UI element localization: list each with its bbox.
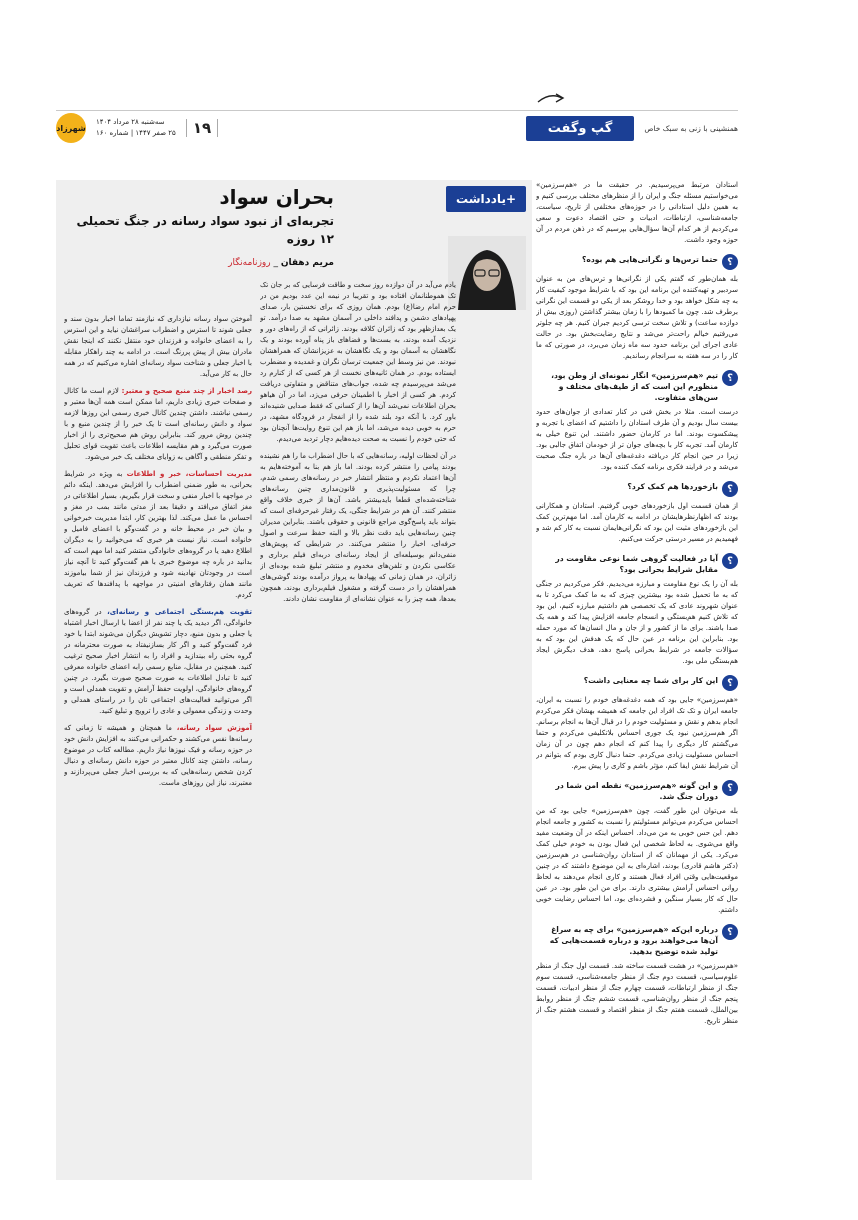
question-block xyxy=(536,254,738,270)
question-heading: آیا در فعالیت گروهی شما نوعی مقاومت در مقابل شرایط بحرانی بود؟ xyxy=(555,554,718,574)
date-line-1: سه‌شنبه ۲۸ مرداد ۱۴۰۴ xyxy=(96,118,165,126)
subhead-highlight: آموزش سواد رسانه، xyxy=(176,724,252,732)
question-mark-icon: ؟ xyxy=(722,254,738,270)
question-heading: تیم «هم‌سرزمین» انگار نمونه‌ای از وطن بود، منظورم این است که از طیف‌های مختلف و سن‌های متفاوت. xyxy=(551,371,718,402)
question-mark-icon: ؟ xyxy=(722,370,738,386)
question-block xyxy=(536,553,738,575)
answer-text: «هم‌سرزمین» جایی بود که همه دغدغه‌های خودم را نسبت به ایران، جامعه ایران و تک تک افراد این جامعه که همیشه بهشان فکر می‌کردم انجام بدهم و نقش و مسئولیت خودم را در قبال آن‌ها به انجام برسانم. اگر هم‌سرزمین نبود یک جوری احساس بلاتکلیفی می‌کردم و حتما می‌گشتم کار دیگری را پیدا کنم که انجام دهم چون در آن زمان احساس مسئولیت زیادی می‌کردم. حتما دنبال کاری بودم که بتوانم در آن شرایط نقش ایفا کنم، مؤثر باشم و کاری را پیش ببرم. xyxy=(536,696,738,770)
paragraph-text: ما همچنان و همیشه تا زمانی که رسانه‌ها نفس می‌کشند و حکمرانی می‌کنند به افزایش دانش خود در حوزه رسانه و فیک نیوزها نیاز داریم. مطالعه کتاب در موضوع رسانه، داشتن چند کانال معتبر در حوزه دانش رسانه‌ای و دنبال کردن شخص رسانه‌هایی که به بررسی اخبار جعلی می‌پردازند و معتبرند، نیاز این روزهای ماست. xyxy=(64,724,252,787)
question-block xyxy=(536,780,738,802)
subhead-highlight: رصد اخبار از چند منبع صحیح و معتبر: xyxy=(121,387,252,395)
question-mark-icon: ؟ xyxy=(722,780,738,796)
opinion-paragraph: در آن لحظات اولیه، رسانه‌هایی که با حال اضطراب ما را هم نشینده بودند پیامی را منتشر کرده بودند. اما باز هم بنا به آموخته‌هایم به آن‌ها اعتماد نکردم و منتظر انتشار خبر در رسانه‌های رسمی شدم، چرا که مسئولیت‌پذیری و قانون‌مداری چنین رسانه‌های شناخته‌شده‌ای قطعا بایدبیشتر باشد. آن‌ها از خبری خلاف واقع منتشر کنند. آن هم در شرایط جنگی، یک رفتار غیرحرفه‌ای است که بتواند باید پاسخ‌گوی مراجع قانونی و حقوقی باشند. بنابراین مدیران چنین رسانه‌هایی باید دقت نظر بالا و البته حفظ سرعت و اصول حرفه‌ای، اخبار را منتشر می‌کنند. در شرایطی که پویش‌های منفی‌دانم بوسیلعه‌ای از ایجاد رسانه‌ای دربه‌ای فیلم برداری و عکاسی نکردن و تلفن‌های مخدوم و منتشر تبلیغ شده بوده‌ای از زائران، در همان زمانی که پهپادها به پرواز درآمده بودند گوشی‌های همراهشان را در دست گرفته و مشغول فیلم‌برداری بودند، همچون بعدها، همه چیز را به عنوان نشانه‌ای از مقاومت نشان دادند. xyxy=(260,452,456,603)
paragraph-text: آموختن سواد رسانه نیازداری که نیازمند تماما اخبار بدون سند و جعلی شوند تا استرس و اضطراب سراغشان نیاید و این استرس را به اعضای خانواده و فرزندان خود منتقل نکنند که اینجا نقش مادران بیش از پیش پررنگ است. در ادامه به چند راهکار مقابله با اخبار جعلی و شناخت سواد رسانه‌ای اشاره می‌کنیم که در همه حال به کار می‌آید. xyxy=(64,315,252,378)
author-byline xyxy=(62,258,334,268)
question-mark-icon: ؟ xyxy=(722,481,738,497)
magazine-logo xyxy=(56,113,86,143)
answer-text: «هم‌سرزمین» در هشت قسمت ساخته شد. قسمت اول جنگ از منظر علوم‌سیاسی، قسمت دوم جنگ از منظر جامعه‌شناسی، قسمت سوم جنگ از منظر ارتباطات، قسمت چهارم جنگ از منظر ادبیات، قسمت پنجم جنگ از منظر روان‌شناسی، قسمت ششم جنگ از منظر روابط بین‌الملل، قسمت هفتم جنگ از منظر اقتصاد و قسمت هشتم جنگ از منظر تاریخ. xyxy=(536,962,738,1025)
opinion-headline xyxy=(62,184,334,268)
answer-text: بله آن را یک نوع مقاومت و مبارزه می‌دیدیم. فکر می‌کردیم در جنگی که به ما تحمیل شده بود بیشترین چیزی که به ما کمک می‌کرد تا به عنوان شهروند عادی که یک تخصصی هم داشتیم مبارزه کنیم، این بود که تلاش کنیم هم‌بستگی و انسجام جامعه افزایش پیدا کند و همه یک صدا باشند. برای ما از کشور و از جان و مال انسان‌ها که مورد حمله بود. بنابراین این برنامه در عین حال که یک هدفش این بود که به سؤالات جامعه در شرایط بحرانی پاسخ دهد، هدف دیگرش ایجاد هم‌بستگی ملی بود. xyxy=(536,580,738,665)
answer-text: بله می‌توان این طور گفت، چون «هم‌سرزمین» جایی بود که من احساس می‌کردم می‌توانم مسئولیتم را نسبت به کشور و جامعه انجام دهم. این حس خوبی به من می‌داد. احساس اینکه در آن وضعیت مفید واقع می‌شوی. به لحاظ شخصی این فعال بودن به خودم خیلی کمک می‌کرد. یکی از مهمانان که از استادان روان‌شناسی در هم‌سرزمین (دکتر هاشم قادری) بودند، اشاره‌ای به این موضوع داشتند که در چنین موقعیت‌هایی وقتی افراد فعال هستند و کاری انجام می‌دهند به لحاظ روانی احساس آرامش بیشتری دارند. برای من این طور بود. در عین حال که کار بسیار سنگین و فشرده‌ای بود، اما احساس رضایت خوبی داشتم. xyxy=(536,807,738,914)
question-mark-icon: ؟ xyxy=(722,924,738,940)
opinion-paragraph xyxy=(64,607,252,717)
question-heading: و این گونه «هم‌سرزمین» نقطه امن شما در دوران جنگ شد. xyxy=(555,781,718,801)
opinion-paragraph xyxy=(64,469,252,601)
logo-text: شهرزاد xyxy=(56,123,86,133)
page-header xyxy=(56,102,738,148)
question-mark-icon: ؟ xyxy=(722,553,738,569)
opinion-box xyxy=(56,180,532,1180)
date-line-2: ۲۵ صفر ۱۴۴۷ | شماره ۱۶۰ xyxy=(96,129,176,137)
opinion-kicker[interactable]: +یادداشت xyxy=(446,186,526,212)
header-tagline: همنشینی با زنی به سبک خاص xyxy=(644,123,738,133)
author-role: روزنامه‌نگار xyxy=(228,258,271,268)
opinion-subtitle: تجربه‌ای از نبود سواد رسانه در جنگ تحمیلی ۱۲ روزه xyxy=(76,214,334,246)
question-heading: این کار برای شما چه معنایی داشت؟ xyxy=(583,676,718,685)
subhead-highlight: مدیریت احساسات، خبر و اطلاعات xyxy=(126,470,252,478)
question-heading: بازخوردها هم کمک کرد؟ xyxy=(627,482,718,491)
answer-text: بله همان‌طور که گفتم یکی از نگرانی‌ها و ترس‌های من به عنوان سردبیر و تهیه‌کننده این برنامه این بود که با شرایط موجود کیفیت کار به چه شکل خواهد بود و خدا روشکر بعد از یکی دو قسمت این نگرانی برطرف شد. چون ما کمبودها را با زمان بیشتر گذاشتن (روزی بیش از دوازده ساعت) و تلاش سخت ترسی کردیم جبران کنیم. هر چه جلوتر می‌رفتیم خیالم راحت‌تر می‌شد و نتایج رضایت‌بخش بود. در حالت عادی اجرای این برنامه حدود سه ماه زمان می‌برد، در صورتی که ما کار را در سه هفته به سرانجام رساندیم. xyxy=(536,275,738,360)
question-heading: درباره این‌که «هم‌سرزمین» برای چه به سراغ آن‌ها می‌خواهند برود و درباره قسمت‌هایی که تولید شده توضیح بدهید. xyxy=(549,925,718,956)
opinion-title: بحران سواد xyxy=(219,185,334,209)
paragraph-text: در گروه‌های خانوادگی، اگر دیدید یک یا چند نفر از اعضا با ارسال اخبار اشتباه یا جعلی و بدون منبع، دچار تشویش دیگران می‌شوند ابتدا با خود فرد گفت‌وگو کنید و اگر کار بسازنیفتاد به صورت محترمانه در گروه بحثی راه بیندازید و افراد را به انتشار اخبار صحیح ترغیب کنید. همچنین در مقابل، منابع رسمی رابه اعضای خانواده معرفی کنید تا تبادل اطلاعات به صورت صحیح صورت بگیرد. در چنین گروه‌های خانوادگی، اولویت حفظ آرامش و تقویت همدلی است و اگر می‌توانید فعالیت‌های اجتماعی تان را در راستای همدلی و وحدت و زندگی معمولی و عادی را ترویج و تبلیغ کنید. xyxy=(64,608,252,715)
question-block xyxy=(536,924,738,957)
question-block xyxy=(536,675,738,691)
paragraph-text: لازم است ما کانال و صفحات خبری زیادی داریم، اما ممکن است همه آن‌ها معتبر و رسمی نباشند. داشتن چندین کانال خبری رسمی این روزها لازمه سواد و دانش رسانه‌ای است تا یک خبر را از چندین منبع و با چندین روش مرور کند. بنابراین روش هم صحیح‌تری را از اخبار صورت می‌گیرد و هم مقایسه اطلاعات باعث تقویت قوای تحلیل و تفکر منطقی و آگاهی به زوایای مختلف یک خبر می‌شود. xyxy=(64,387,252,461)
opinion-paragraph xyxy=(64,723,252,789)
opinion-paragraph xyxy=(64,314,252,380)
byline-separator: _ xyxy=(270,258,278,268)
page-number: ۱۹ xyxy=(186,119,218,137)
issue-dates xyxy=(96,117,176,139)
question-heading: حتما ترس‌ها و نگرانی‌هایی هم بوده؟ xyxy=(581,255,718,264)
answer-text: درست است. مثلا در بخش فنی در کنار تعدادی از جوان‌های حدود بیست سال بودیم و آن طرف استادان را داشتیم که اعضای با تجربه و پیشکسوت بودند. اما در کارمان حضور داشتند. این تنوع خیلی به کارمان آمد. تجربه کار با بچه‌های جوان تر از خودمان اتفاق جالبی بود. زیرا در حین انجام کار دریافته دغدغه‌های آن‌ها در باره جنگ صحبت می‌شد و در فرایند فکری برنامه کمک کننده بود. xyxy=(536,408,738,471)
author-name: مریم دهقان xyxy=(280,258,334,268)
opinion-column-b xyxy=(64,314,252,1160)
question-block xyxy=(536,370,738,403)
question-mark-icon: ؟ xyxy=(722,675,738,691)
question-block xyxy=(536,481,738,497)
opinion-paragraph xyxy=(64,386,252,463)
opinion-column-a xyxy=(260,280,456,1160)
section-tab[interactable]: گپ وگفت xyxy=(526,116,635,141)
paragraph-text: به ویژه در شرایط بحرانی، به طور ضمنی اضطراب را افزایش می‌دهد. اینکه دائم در مواجهه با اخبار منفی و سخت قرار بگیریم، بسیار اطلاعاتی در مغز اتفاق می‌افتد و دقیقا بعد از مدتی مانند بمب در مغز و احساس ما عمل می‌کند. لذا بهترین کار، ابتدا مدیریت خبرخوانی و بیان خبر در محیط خانه و در گفت‌وگو با اعضای فامیل و خانواده است. نیاز نیست هر خبری که می‌خوانید را به دیگران اطلاع دهید یا در گروه‌های خانوادگی منتشر کنید اما مهم است که بدانید در باره چه موضوع خبری با هم گفت‌وگو کنید تا آنچه نیاز است در وجودتان نهادینه شود و فرزندان نیز از شما بیاموزند مانند همان رفتارهای امنیتی در مواجهه با پدافندها که تعریف کردم. xyxy=(64,470,252,599)
interview-column xyxy=(536,180,738,1180)
answer-text: از همان قسمت اول بازخوردهای خوبی گرفتیم. استادان و همکارانی بودند که اظهارنظرهایشان در ادامه به کارمان آمد. اما مهم‌ترین کمک این بازخوردهای مثبت این بود که نگرانی‌هایمان نسبت به کار کم شد و فهمیدیم در مسیر درستی حرکت می‌کنیم. xyxy=(536,502,738,543)
interview-intro: استادان مرتبط می‌پرسیدیم. در حقیقت ما در «هم‌سرزمین» می‌خواستیم مسئله جنگ و ایران را از منظرهای مختلف بررسی کنیم و به همین دلیل استادانی را در حوزه‌های مختلفی از تاریخ، سیاست، جامعه‌شناسی، ارتباطات، ادبیات و حتی اقتصاد دعوت و سعی می‌کردیم از هر کدام آن‌ها سؤال‌هایی بپرسیم که در ذهن مردم در آن حوزه وجود داشت. xyxy=(536,181,738,244)
header-rule xyxy=(56,110,738,111)
opinion-paragraph: یادم می‌آید در آن دوازده روز سخت و طاقت فرسایی که بر جان تک تک هموطنانمان افتاده بود و تقریبا در نیمه این عدد بودیم من در حرم امام رضا(ع) بودم. همان روزی که برای نخستین بار، صدای پهپادهای دشمن و پدافند داخلی در آسمان مشهد به صدا درآمد. تو یک بعدازظهر بود که زائران کلافه بودند. زائرانی که از راه‌های دور و نزدیک آمده بودند، به بست‌ها و فضاهای باز پناه آورده بودند و یک نگاهشان به آسمان بود و یک نگاهشان به عزیزانشان که همراهشان نبودند. من نیز وسط این جمعیت ترسان نگران و غمدیده و مضطرب ایستاده بودم. در همان ثانیه‌های نخست از هر کسی که از کنارم رد می‌شد می‌پرسیدم چه شده، جواب‌های متناقض و متفاوتی دریافت کردم. هر کسی از اخبار با اطمینان حرفی می‌زد، اما در آن هیاهو بحران اطلاعات نمی‌شد آن‌ها را از کسانی که فقط صدایی شنیده‌اند باور کرد. با آنکه دود بلند شده را از انفجار در فرودگاه مشهد، در حرم به خوبی دیده می‌شد، اما باز هم این تنوع روایت‌ها آنچنان بود که حتی خودم را نسبت به صحت دیده‌هایم دچار تردید می‌دیدم. xyxy=(260,281,456,443)
subhead-highlight: تقویت هم‌بستگی اجتماعی و رسانه‌ای، xyxy=(107,608,252,616)
author-portrait xyxy=(448,236,526,310)
